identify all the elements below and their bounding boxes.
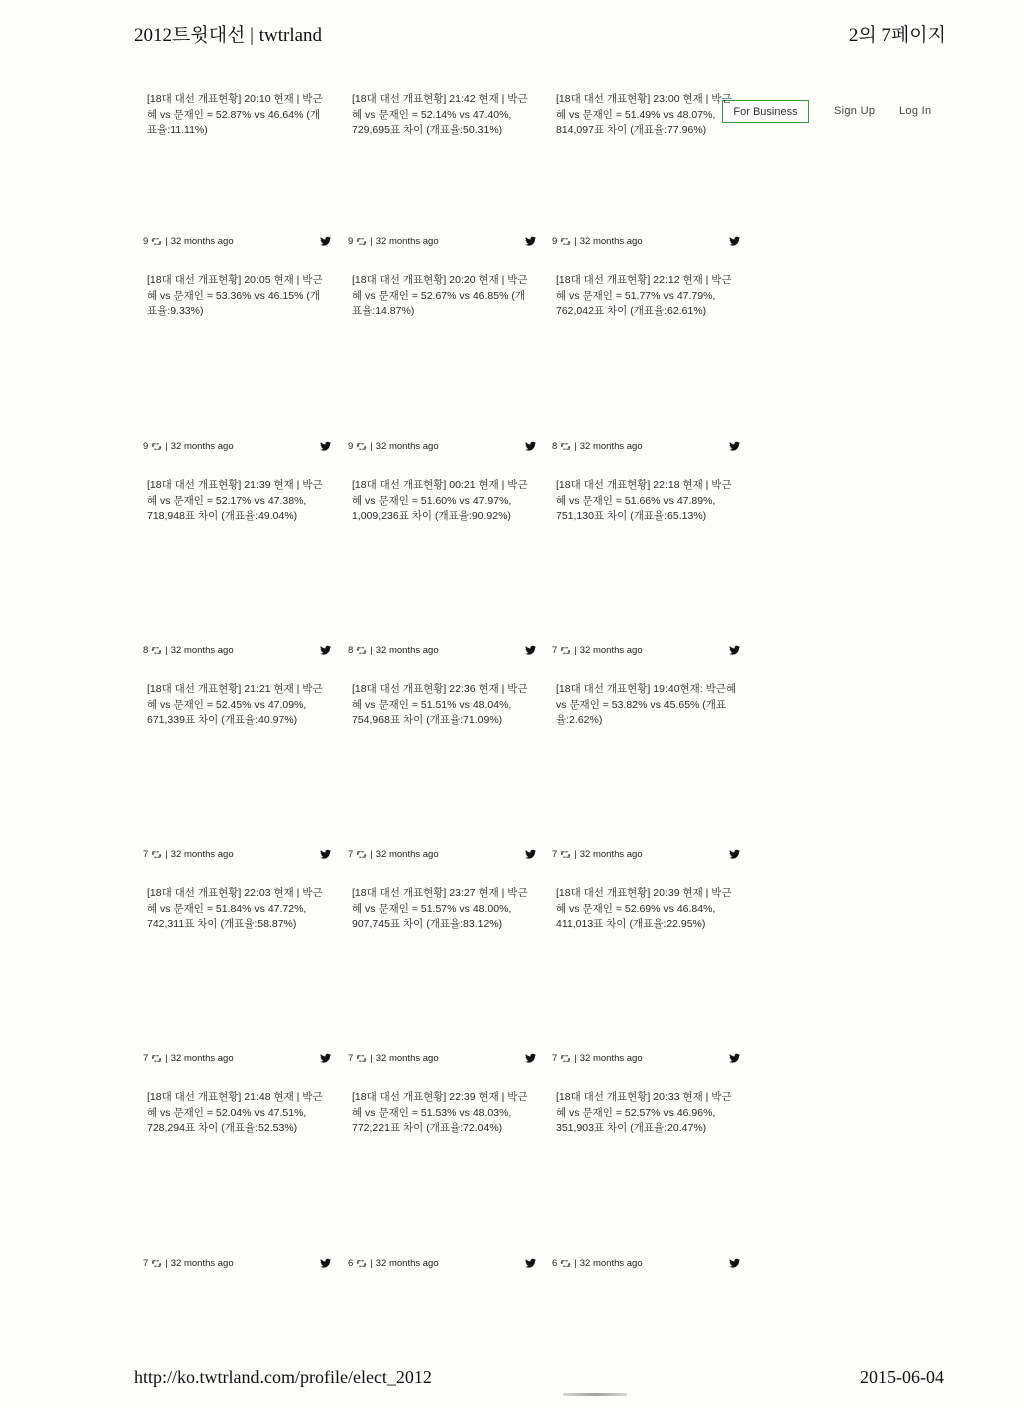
twitter-bird-icon[interactable] <box>320 1258 331 1268</box>
retweet-icon <box>560 850 571 859</box>
scan-artifact <box>563 1393 627 1396</box>
meta-separator: | <box>574 644 577 656</box>
meta-separator: | <box>574 440 577 452</box>
tweet-text[interactable]: [18대 대선 개표현황] 21:48 현재 | 박근혜 vs 문재인 = 52.04% vs 47.51%, 728,294표 차이 (개표율:52.53%) <box>147 1091 323 1135</box>
tweet-time-ago: 32 months ago <box>375 644 439 656</box>
tweet-meta <box>143 439 331 453</box>
tweet-text[interactable]: [18대 대선 개표현황] 23:27 현재 | 박근혜 vs 문재인 = 51.57% vs 48.00%, 907,745표 차이 (개표율:83.12%) <box>352 887 528 931</box>
tweet-text[interactable]: [18대 대선 개표현황] 20:39 현재 | 박근혜 vs 문재인 = 52.69% vs 46.84%, 411,013표 차이 (개표율:22.95%) <box>556 887 732 931</box>
tweet-meta <box>348 439 536 453</box>
tweet-meta <box>143 847 331 861</box>
tweet-text[interactable]: [18대 대선 개표현황] 20:33 현재 | 박근혜 vs 문재인 = 52.57% vs 46.96%, 351,903표 차이 (개표율:20.47%) <box>556 1091 732 1135</box>
tweet-meta <box>552 439 740 453</box>
meta-separator: | <box>370 848 373 860</box>
twitter-bird-icon[interactable] <box>320 849 331 859</box>
meta-separator: | <box>165 848 168 860</box>
retweet-icon <box>151 442 162 451</box>
tweet-text[interactable]: [18대 대선 개표현황] 22:36 현재 | 박근혜 vs 문재인 = 51.51% vs 48.04%, 754,968표 차이 (개표율:71.09%) <box>352 683 528 727</box>
retweet-icon <box>560 442 571 451</box>
retweet-icon <box>560 1259 571 1268</box>
retweet-icon <box>356 850 367 859</box>
tweet-time-ago: 32 months ago <box>170 440 234 452</box>
twitter-bird-icon[interactable] <box>525 236 536 246</box>
retweet-count: 8 <box>143 644 149 656</box>
tweet-meta <box>348 847 536 861</box>
tweet-meta <box>552 1256 740 1270</box>
retweet-icon <box>560 237 571 246</box>
tweet-time-ago: 32 months ago <box>170 1257 234 1269</box>
tweet-time-ago: 32 months ago <box>579 644 643 656</box>
tweet-meta <box>143 1256 331 1270</box>
meta-separator: | <box>165 235 168 247</box>
retweet-icon <box>151 646 162 655</box>
tweet-text[interactable]: [18대 대선 개표현황] 22:12 현재 | 박근혜 vs 문재인 = 51.77% vs 47.79%, 762,042표 차이 (개표율:62.61%) <box>556 274 732 318</box>
tweet-text[interactable]: [18대 대선 개표현황] 22:18 현재 | 박근혜 vs 문재인 = 51.66% vs 47.89%, 751,130표 차이 (개표율:65.13%) <box>556 479 732 523</box>
twitter-bird-icon[interactable] <box>525 441 536 451</box>
tweet-time-ago: 32 months ago <box>170 1052 234 1064</box>
retweet-icon <box>151 1054 162 1063</box>
log-in-link[interactable]: Log In <box>899 105 932 117</box>
meta-separator: | <box>370 644 373 656</box>
meta-separator: | <box>574 1257 577 1269</box>
retweet-count: 9 <box>143 440 149 452</box>
retweet-count: 7 <box>552 644 558 656</box>
tweet-time-ago: 32 months ago <box>170 848 234 860</box>
tweet-time-ago: 32 months ago <box>375 1257 439 1269</box>
retweet-count: 7 <box>348 848 354 860</box>
tweet-text[interactable]: [18대 대선 개표현황] 20:05 현재 | 박근혜 vs 문재인 = 53.36% vs 46.15% (개표율:9.33%) <box>147 274 323 318</box>
tweet-text[interactable]: [18대 대선 개표현황] 19:40현재: 박근혜 vs 문재인 = 53.82% vs 45.65% (개표율:2.62%) <box>556 683 737 727</box>
twitter-bird-icon[interactable] <box>729 441 740 451</box>
tweet-meta <box>552 234 740 248</box>
tweet-text[interactable]: [18대 대선 개표현황] 20:20 현재 | 박근혜 vs 문재인 = 52.67% vs 46.85% (개표율:14.87%) <box>352 274 528 318</box>
retweet-count: 9 <box>348 235 354 247</box>
print-footer-url: http://ko.twtrland.com/profile/elect_2012 <box>134 1367 432 1387</box>
twitter-bird-icon[interactable] <box>320 236 331 246</box>
retweet-count: 6 <box>348 1257 354 1269</box>
tweet-text[interactable]: [18대 대선 개표현황] 22:03 현재 | 박근혜 vs 문재인 = 51.84% vs 47.72%, 742,311표 차이 (개표율:58.87%) <box>147 887 323 931</box>
tweet-time-ago: 32 months ago <box>375 1052 439 1064</box>
tweet-meta <box>552 643 740 657</box>
retweet-icon <box>356 1054 367 1063</box>
tweet-time-ago: 32 months ago <box>579 440 643 452</box>
twitter-bird-icon[interactable] <box>729 645 740 655</box>
twitter-bird-icon[interactable] <box>729 1258 740 1268</box>
retweet-count: 9 <box>348 440 354 452</box>
meta-separator: | <box>165 440 168 452</box>
twitter-bird-icon[interactable] <box>525 645 536 655</box>
meta-separator: | <box>370 440 373 452</box>
retweet-icon <box>356 646 367 655</box>
twitter-bird-icon[interactable] <box>320 645 331 655</box>
tweet-meta <box>143 1051 331 1065</box>
tweet-time-ago: 32 months ago <box>579 848 643 860</box>
tweet-time-ago: 32 months ago <box>579 1052 643 1064</box>
tweet-text[interactable]: [18대 대선 개표현황] 21:39 현재 | 박근혜 vs 문재인 = 52.17% vs 47.38%, 718,948표 차이 (개표율:49.04%) <box>147 479 323 523</box>
retweet-count: 7 <box>143 848 149 860</box>
tweet-text[interactable]: [18대 대선 개표현황] 20:10 현재 | 박근혜 vs 문재인 = 52.87% vs 46.64% (개표율:11.11%) <box>147 93 323 137</box>
retweet-count: 9 <box>552 235 558 247</box>
tweet-meta <box>348 643 536 657</box>
sign-up-link[interactable]: Sign Up <box>834 105 876 117</box>
retweet-count: 8 <box>552 440 558 452</box>
retweet-count: 8 <box>348 644 354 656</box>
tweet-meta <box>552 1051 740 1065</box>
meta-separator: | <box>574 848 577 860</box>
tweet-time-ago: 32 months ago <box>375 848 439 860</box>
retweet-count: 7 <box>552 848 558 860</box>
twitter-bird-icon[interactable] <box>729 849 740 859</box>
print-header-title: 2012트윗대선 | twtrland <box>134 25 323 46</box>
tweet-time-ago: 32 months ago <box>375 235 439 247</box>
tweet-meta <box>348 234 536 248</box>
retweet-count: 9 <box>143 235 149 247</box>
tweet-meta <box>143 643 331 657</box>
tweet-meta <box>552 847 740 861</box>
twitter-bird-icon[interactable] <box>320 441 331 451</box>
retweet-icon <box>151 1259 162 1268</box>
meta-separator: | <box>165 1052 168 1064</box>
retweet-count: 6 <box>552 1257 558 1269</box>
retweet-icon <box>560 646 571 655</box>
twitter-bird-icon[interactable] <box>525 1258 536 1268</box>
retweet-icon <box>151 237 162 246</box>
tweet-text[interactable]: [18대 대선 개표현황] 22:39 현재 | 박근혜 vs 문재인 = 51.53% vs 48.03%, 772,221표 차이 (개표율:72.04%) <box>352 1091 528 1135</box>
meta-separator: | <box>370 1257 373 1269</box>
retweet-icon <box>560 1054 571 1063</box>
meta-separator: | <box>165 1257 168 1269</box>
meta-separator: | <box>574 235 577 247</box>
retweet-icon <box>356 1259 367 1268</box>
tweet-text[interactable]: [18대 대선 개표현황] 00:21 현재 | 박근혜 vs 문재인 = 51.60% vs 47.97%, 1,009,236표 차이 (개표율:90.92%) <box>352 479 528 523</box>
tweet-meta <box>143 234 331 248</box>
meta-separator: | <box>370 235 373 247</box>
retweet-icon <box>356 442 367 451</box>
print-page-indicator: 2의 7페이지 <box>848 25 946 46</box>
retweet-count: 7 <box>552 1052 558 1064</box>
twitter-bird-icon[interactable] <box>320 1053 331 1063</box>
twitter-bird-icon[interactable] <box>729 236 740 246</box>
meta-separator: | <box>165 644 168 656</box>
tweet-meta <box>348 1256 536 1270</box>
twitter-bird-icon[interactable] <box>525 849 536 859</box>
for-business-button[interactable]: For Business <box>722 100 809 123</box>
twitter-bird-icon[interactable] <box>729 1053 740 1063</box>
tweet-text[interactable]: [18대 대선 개표현황] 23:00 현재 | 박근혜 vs 문재인 = 51.49% vs 48.07%, 814,097표 차이 (개표율:77.96%) <box>556 93 732 137</box>
tweet-text[interactable]: [18대 대선 개표현황] 21:42 현재 | 박근혜 vs 문재인 = 52.14% vs 47.40%, 729,695표 차이 (개표율:50.31%) <box>352 93 528 137</box>
retweet-count: 7 <box>143 1257 149 1269</box>
retweet-count: 7 <box>348 1052 354 1064</box>
twitter-bird-icon[interactable] <box>525 1053 536 1063</box>
tweet-time-ago: 32 months ago <box>170 644 234 656</box>
tweet-time-ago: 32 months ago <box>375 440 439 452</box>
retweet-icon <box>151 850 162 859</box>
tweet-time-ago: 32 months ago <box>579 235 643 247</box>
tweet-text[interactable]: [18대 대선 개표현황] 21:21 현재 | 박근혜 vs 문재인 = 52.45% vs 47.09%, 671,339표 차이 (개표율:40.97%) <box>147 683 323 727</box>
retweet-count: 7 <box>143 1052 149 1064</box>
tweet-time-ago: 32 months ago <box>170 235 234 247</box>
retweet-icon <box>356 237 367 246</box>
meta-separator: | <box>370 1052 373 1064</box>
tweet-time-ago: 32 months ago <box>579 1257 643 1269</box>
tweet-meta <box>348 1051 536 1065</box>
print-footer-date: 2015-06-04 <box>860 1367 944 1387</box>
meta-separator: | <box>574 1052 577 1064</box>
